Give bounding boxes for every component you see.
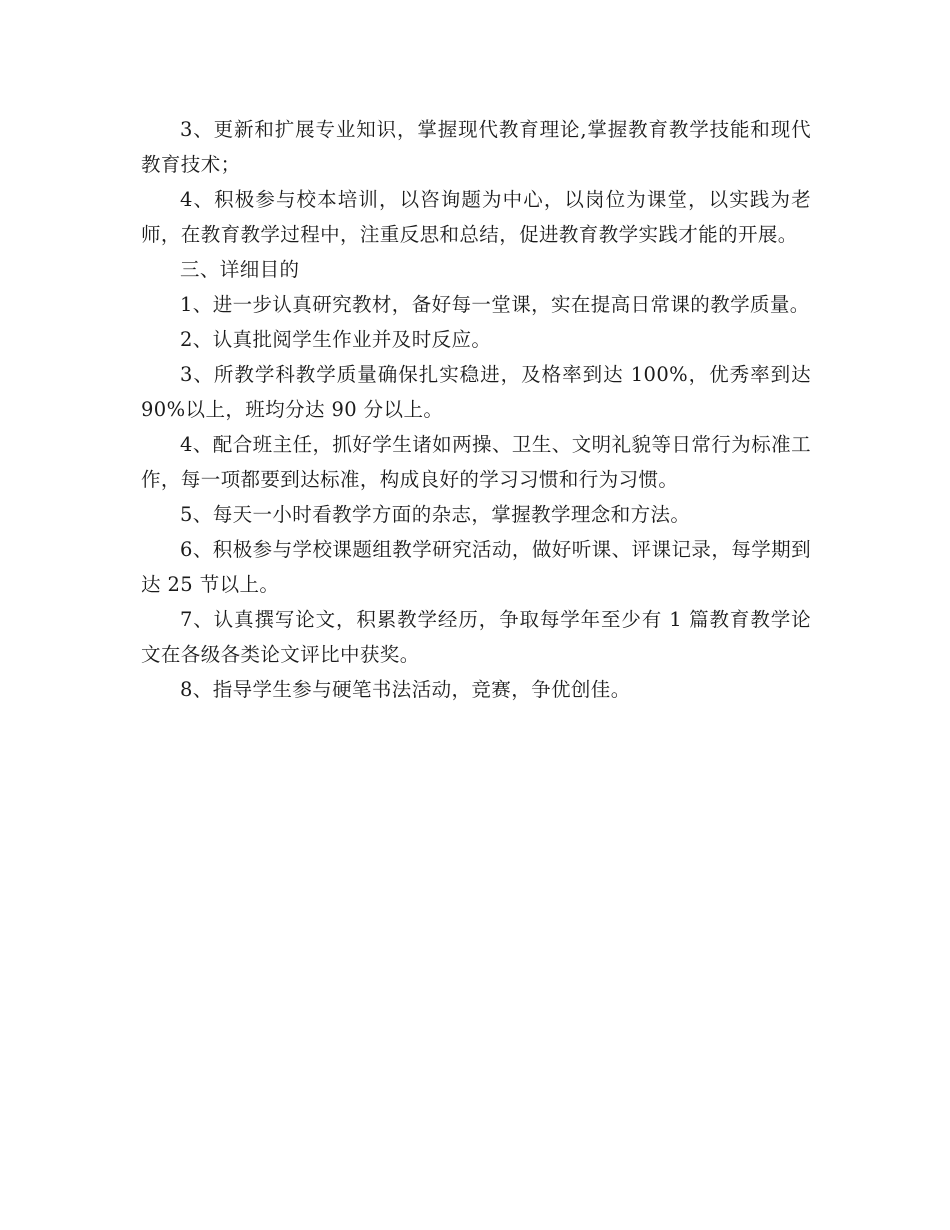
paragraph-goal-6: 6、积极参与学校课题组教学研究活动，做好听课、评课记录，每学期到达 25 节以上。 — [141, 538, 811, 596]
document-page — [141, 112, 811, 707]
paragraph-goal-2: 2、认真批阅学生作业并及时反应。 — [180, 328, 492, 351]
paragraph-goal-1: 1、进一步认真研究教材，备好每一堂课，实在提高日常课的教学质量。 — [180, 293, 810, 316]
paragraph-goal-8: 8、指导学生参与硬笔书法活动，竞赛，争优创佳。 — [180, 678, 631, 701]
paragraph-goal-4: 4、配合班主任，抓好学生诸如两操、卫生、文明礼貌等日常行为标准工作，每一项都要到达标准，构成良好的学习习惯和行为习惯。 — [141, 433, 811, 491]
section-heading-goals: 三、详细目的 — [180, 258, 300, 281]
paragraph-goal-3: 3、所教学科教学质量确保扎实稳进，及格率到达 100%，优秀率到达 90%以上，班均分达 90 分以上。 — [141, 363, 811, 421]
paragraph-item-4-training: 4、积极参与校本培训，以咨询题为中心，以岗位为课堂，以实践为老师，在教育教学过程中，注重反思和总结，促进教育教学实践才能的开展。 — [141, 188, 811, 246]
paragraph-goal-7: 7、认真撰写论文，积累教学经历，争取每学年至少有 1 篇教育教学论文在各级各类论文评比中获奖。 — [141, 608, 811, 666]
paragraph-goal-5: 5、每天一小时看教学方面的杂志，掌握教学理念和方法。 — [180, 503, 691, 526]
paragraph-item-3-skills: 3、更新和扩展专业知识，掌握现代教育理论,掌握教育教学技能和现代教育技术； — [141, 118, 811, 176]
